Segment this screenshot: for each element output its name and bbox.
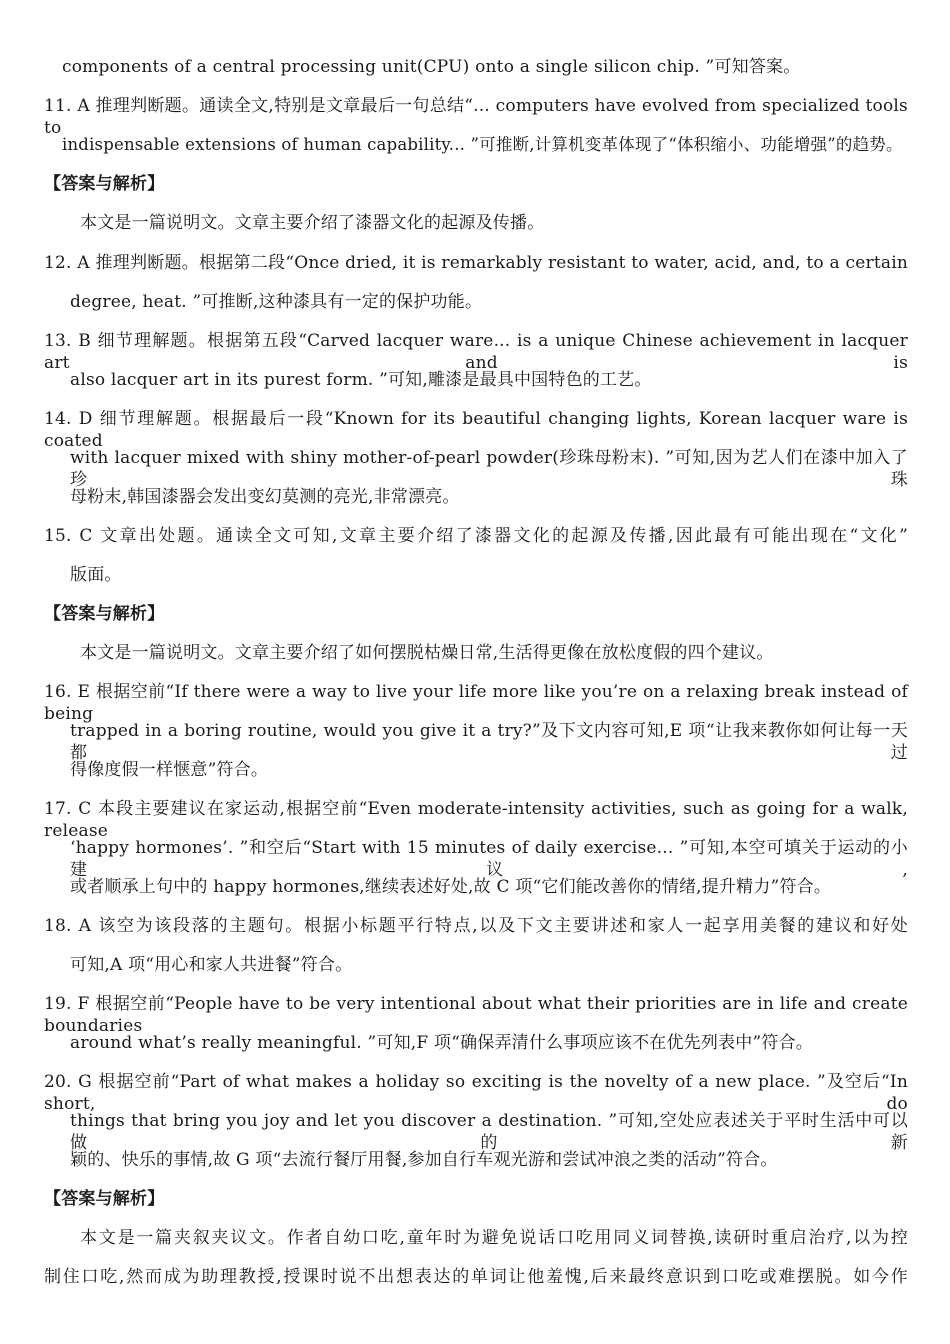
answer-14-line-3: 母粉末,韩国漆器会发出变幻莫测的亮光,非常漂亮。 [70, 487, 460, 507]
section-heading-1: 【答案与解析】 [44, 174, 165, 194]
answer-15-line-1: 15. C 文章出处题。通读全文可知,文章主要介绍了漆器文化的起源及传播,因此最有可能出现在“文化” [44, 526, 908, 546]
answer-17-line-2: ‘happy hormones’. ”和空后“Start with 15 minutes of daily exercise... ”可知,本空可填关于运动的小建议, [70, 838, 908, 880]
passage-summary-1: 本文是一篇说明文。文章主要介绍了漆器文化的起源及传播。 [80, 213, 545, 233]
answer-13-line-2: also lacquer art in its purest form. ”可知,雕漆是最具中国特色的工艺。 [70, 370, 652, 390]
passage-summary-2: 本文是一篇说明文。文章主要介绍了如何摆脱枯燥日常,生活得更像在放松度假的四个建议。 [80, 643, 774, 663]
passage-summary-3-line-2: 制住口吃,然而成为助理教授,授课时说不出想表达的单词让他羞愧,后来最终意识到口吃或难摆脱。如今作 [44, 1267, 908, 1287]
section-heading-3: 【答案与解析】 [44, 1189, 165, 1209]
answer-20-line-1: 20. G 根据空前“Part of what makes a holiday so exciting is the novelty of a new place. ”及空后“In short, do [44, 1072, 908, 1114]
answer-18-line-1: 18. A 该空为该段落的主题句。根据小标题平行特点,以及下文主要讲述和家人一起享用美餐的建议和好处 [44, 916, 908, 936]
answer-17-line-1: 17. C 本段主要建议在家运动,根据空前“Even moderate-intensity activities, such as going for a walk, release [44, 799, 908, 841]
answer-13-line-1: 13. B 细节理解题。根据第五段“Carved lacquer ware... is a unique Chinese achievement in lacquer art and is [44, 331, 908, 373]
answer-20-line-2: things that bring you joy and let you discover a destination. ”可知,空处应表述关于平时生活中可以做的新 [70, 1111, 908, 1153]
section-heading-2: 【答案与解析】 [44, 604, 165, 624]
answer-11-line-2: indispensable extensions of human capability... ”可推断,计算机变革体现了“体积缩小、功能增强”的趋势。 [62, 135, 903, 154]
answer-19-line-1: 19. F 根据空前“People have to be very intentional about what their priorities are in life and create boundaries [44, 994, 908, 1036]
text-line-1: components of a central processing unit(CPU) onto a single silicon chip. ”可知答案。 [62, 57, 801, 77]
answer-15-line-2: 版面。 [70, 565, 122, 585]
answer-20-line-3: 颖的、快乐的事情,故 G 项“去流行餐厅用餐,参加自行车观光游和尝试冲浪之类的活动”符合。 [70, 1150, 778, 1170]
passage-summary-3-line-1: 本文是一篇夹叙夹议文。作者自幼口吃,童年时为避免说话口吃用同义词替换,读研时重启治疗,以为控 [80, 1228, 908, 1248]
answer-17-line-3: 或者顺承上句中的 happy hormones,继续表述好处,故 C 项“它们能改善你的情绪,提升精力”符合。 [70, 877, 832, 897]
answer-14-line-2: with lacquer mixed with shiny mother-of-pearl powder(珍珠母粉末). ”可知,因为艺人们在漆中加入了珍珠 [70, 448, 908, 490]
answer-18-line-2: 可知,A 项“用心和家人共进餐”符合。 [70, 955, 353, 975]
answer-16-line-3: 得像度假一样惬意”符合。 [70, 760, 269, 780]
answer-16-line-1: 16. E 根据空前“If there were a way to live your life more like you’re on a relaxing break instead of being [44, 682, 908, 724]
answer-14-line-1: 14. D 细节理解题。根据最后一段“Known for its beautiful changing lights, Korean lacquer ware is coated [44, 409, 908, 451]
answer-12-line-1: 12. A 推理判断题。根据第二段“Once dried, it is remarkably resistant to water, acid, and, to a certain [44, 253, 908, 273]
answer-11-line-1: 11. A 推理判断题。通读全文,特别是文章最后一句总结“... computers have evolved from specialized tools to [44, 96, 908, 138]
answer-16-line-2: trapped in a boring routine, would you give it a try?”及下文内容可知,E 项“让我来教你如何让每一天都过 [70, 721, 908, 763]
answer-12-line-2: degree, heat. ”可推断,这种漆具有一定的保护功能。 [70, 292, 483, 312]
answer-19-line-2: around what’s really meaningful. ”可知,F 项“确保弄清什么事项应该不在优先列表中”符合。 [70, 1033, 813, 1053]
